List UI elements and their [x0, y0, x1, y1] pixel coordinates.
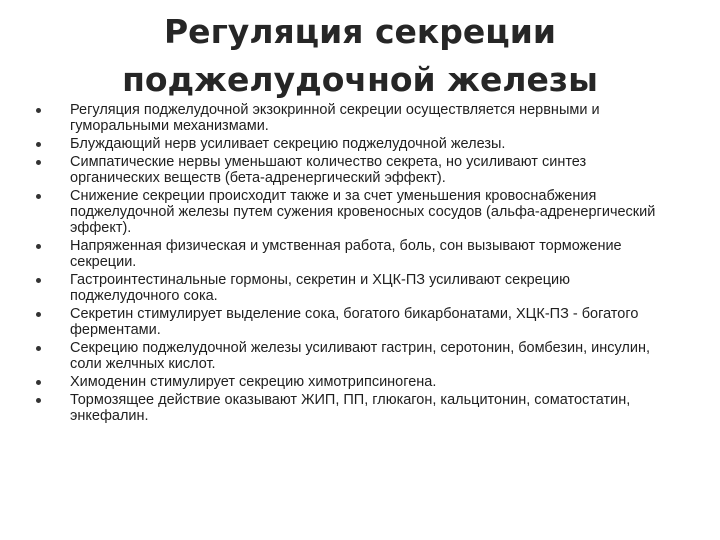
list-item [36, 102, 666, 134]
slide-title [0, 8, 720, 104]
bullet-dot-icon [36, 312, 41, 317]
list-item [36, 272, 666, 304]
bullet-text: Напряженная физическая и умственная работа, боль, сон вызывают торможение секреции. [70, 238, 622, 270]
bullet-text: Тормозящее действие оказывают ЖИП, ПП, глюкагон, кальцитонин, соматостатин, энкефалин. [70, 392, 631, 424]
list-item [36, 340, 666, 372]
list-item [36, 154, 666, 186]
list-item [36, 392, 666, 424]
bullet-text: Снижение секреции происходит также и за счет уменьшения кровоснабжения поджелудочной железы путем сужения кровеносных сосудов (альфа-адренергический эффект). [70, 188, 656, 236]
bullet-text: Секретин стимулирует выделение сока, богатого бикарбонатами, ХЦК-ПЗ - богатого ферментами. [70, 306, 639, 338]
title-line-1: Регуляция секреции [164, 12, 556, 51]
bullet-list [36, 102, 666, 426]
title-line-2: поджелудочной железы [122, 60, 598, 99]
bullet-text: Секрецию поджелудочной железы усиливают гастрин, серотонин, бомбезин, инсулин, соли желчных кислот. [70, 340, 651, 372]
bullet-text: Гастроинтестинальные гормоны, секретин и ХЦК-ПЗ усиливают секрецию поджелудочного сока. [70, 272, 570, 304]
list-item [36, 136, 666, 152]
bullet-dot-icon [36, 380, 41, 385]
bullet-dot-icon [36, 398, 41, 403]
bullet-dot-icon [36, 244, 41, 249]
bullet-dot-icon [36, 160, 41, 165]
bullet-dot-icon [36, 108, 41, 113]
bullet-text: Блуждающий нерв усиливает секрецию поджелудочной железы. [70, 136, 506, 152]
bullet-dot-icon [36, 278, 41, 283]
list-item [36, 188, 666, 236]
bullet-text: Регуляция поджелудочной экзокринной секреции осуществляется нервными и гуморальными механизмами. [70, 102, 600, 134]
list-item [36, 374, 666, 390]
list-item [36, 238, 666, 270]
list-item [36, 306, 666, 338]
bullet-text: Симпатические нервы уменьшают количество секрета, но усиливают синтез органических веществ (бета-адренергический эффект). [70, 154, 587, 186]
bullet-dot-icon [36, 142, 41, 147]
bullet-dot-icon [36, 194, 41, 199]
bullet-dot-icon [36, 346, 41, 351]
bullet-text: Химоденин стимулирует секрецию химотрипсиногена. [70, 374, 437, 390]
